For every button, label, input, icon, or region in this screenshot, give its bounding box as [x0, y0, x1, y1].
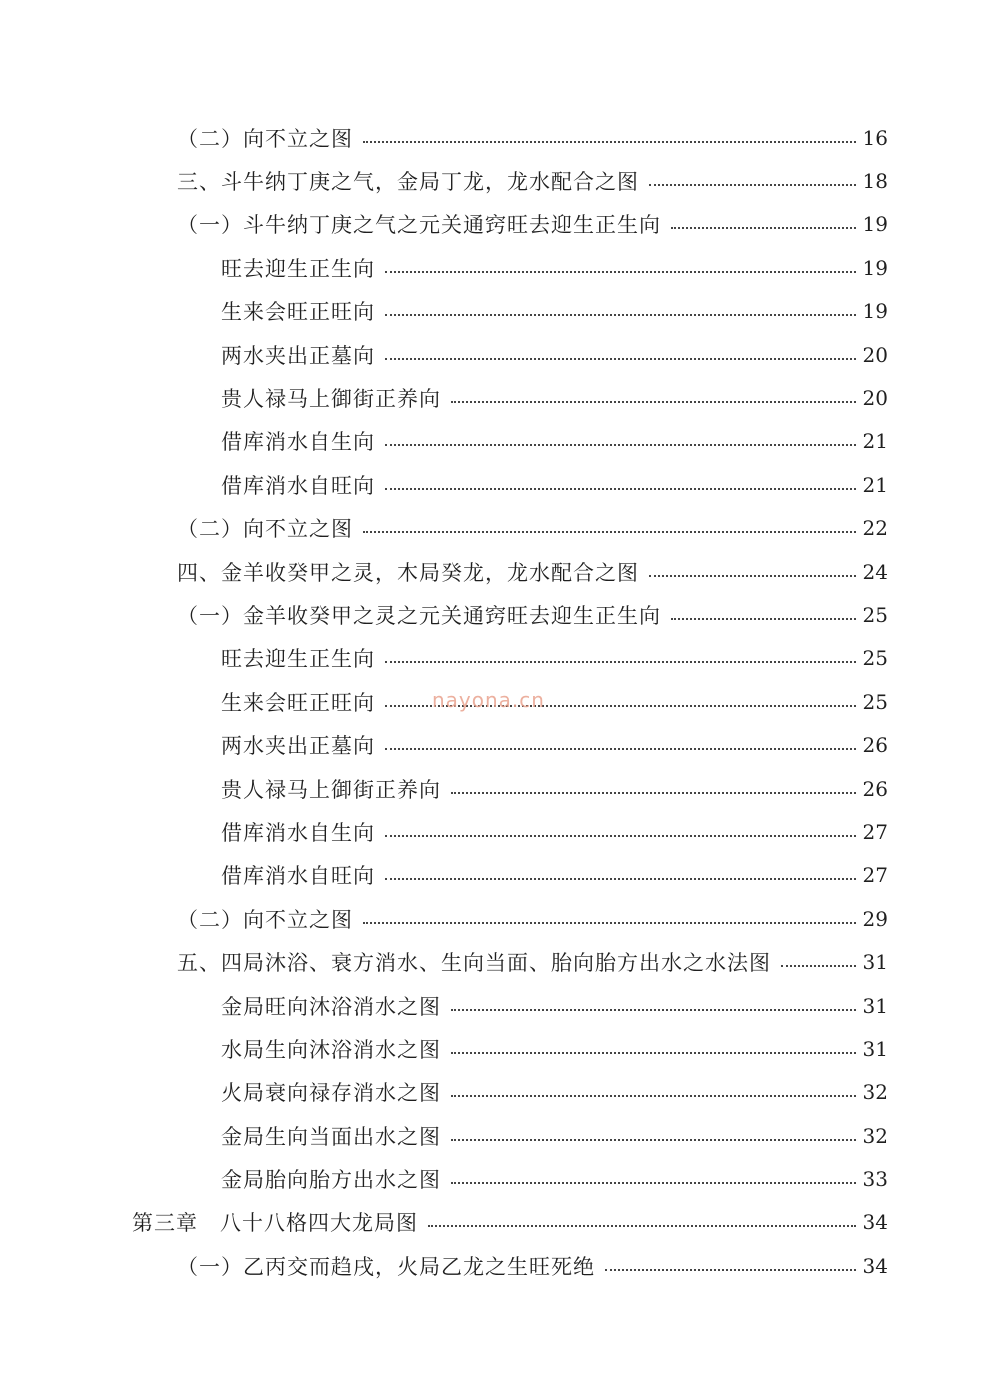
toc-entry-title: （一）乙丙交而趋戌，火局乙龙之生旺死绝	[177, 1254, 595, 1279]
toc-entry[interactable]	[0, 116, 1000, 159]
dot-leader	[363, 531, 856, 533]
toc-entry-page: 19	[862, 299, 888, 324]
toc-entry-title: 生来会旺正旺向	[221, 690, 375, 715]
dot-leader	[428, 1225, 856, 1227]
toc-entry-title: 金局旺向沐浴消水之图	[221, 994, 441, 1019]
toc-entry-page: 34	[862, 1210, 888, 1235]
toc-entry-page: 31	[862, 1036, 888, 1061]
toc-entry-title: 四、金羊收癸甲之灵，木局癸龙，龙水配合之图	[177, 560, 639, 585]
dot-leader	[649, 575, 856, 577]
dot-leader	[385, 661, 856, 663]
dot-leader	[385, 358, 856, 360]
toc-entry-page: 34	[862, 1253, 888, 1278]
toc-entry-title: 水局生向沐浴消水之图	[221, 1037, 441, 1062]
toc-entry-title: （一）斗牛纳丁庚之气之元关通窍旺去迎生正生向	[177, 213, 661, 238]
dot-leader	[363, 141, 856, 143]
dot-leader	[451, 1095, 856, 1097]
toc-entry-title: 借库消水自生向	[221, 430, 375, 455]
dot-leader	[385, 271, 856, 273]
toc-entry-page: 27	[862, 863, 888, 888]
toc-entry-page: 31	[862, 950, 888, 975]
toc-entry[interactable]	[0, 1244, 1000, 1287]
toc-entry[interactable]	[0, 810, 1000, 853]
toc-entry[interactable]	[0, 159, 1000, 202]
toc-entry-title: 两水夹出正墓向	[221, 343, 375, 368]
toc-entry-page: 26	[862, 733, 888, 758]
toc-entry-title: 金局生向当面出水之图	[221, 1124, 441, 1149]
dot-leader	[451, 1009, 856, 1011]
toc-entry-page: 32	[862, 1123, 888, 1148]
dot-leader	[671, 227, 856, 229]
toc-entry[interactable]	[0, 854, 1000, 897]
toc-entry-title: 火局衰向禄存消水之图	[221, 1081, 441, 1106]
toc-entry-title: 旺去迎生正生向	[221, 647, 375, 672]
toc-entry-page: 19	[862, 212, 888, 237]
toc-entry-page: 32	[862, 1080, 888, 1105]
toc-entry[interactable]	[0, 376, 1000, 419]
toc-entry[interactable]	[0, 420, 1000, 463]
toc-entry-page: 18	[862, 169, 888, 194]
dot-leader	[385, 835, 856, 837]
toc-entry-title: （二）向不立之图	[177, 126, 353, 151]
toc-entry-title: （一）金羊收癸甲之灵之元关通窍旺去迎生正生向	[177, 603, 661, 628]
dot-leader	[385, 314, 856, 316]
toc-entry-title: （二）向不立之图	[177, 517, 353, 542]
toc-entry[interactable]	[0, 203, 1000, 246]
toc-entry-page: 33	[862, 1167, 888, 1192]
toc-entry-page: 20	[862, 386, 888, 411]
dot-leader	[385, 444, 856, 446]
toc-entry-title: 贵人禄马上御街正养向	[221, 387, 441, 412]
toc-entry[interactable]	[0, 1157, 1000, 1200]
dot-leader	[385, 748, 856, 750]
toc-entry[interactable]	[0, 940, 1000, 983]
toc-entry-title: 借库消水自旺向	[221, 473, 375, 498]
dot-leader	[671, 618, 856, 620]
toc-entry-page: 21	[862, 472, 888, 497]
toc-entry-page: 16	[862, 125, 888, 150]
toc-entry-page: 24	[862, 559, 888, 584]
toc-entry[interactable]	[0, 984, 1000, 1027]
dot-leader	[649, 184, 856, 186]
toc-entry[interactable]	[0, 897, 1000, 940]
toc-entry-page: 25	[862, 689, 888, 714]
dot-leader	[451, 1182, 856, 1184]
dot-leader	[451, 1139, 856, 1141]
toc-entry-page: 22	[862, 516, 888, 541]
toc-entry[interactable]	[0, 1201, 1000, 1244]
toc-entry[interactable]	[0, 637, 1000, 680]
toc-entry[interactable]	[0, 1071, 1000, 1114]
toc-entry[interactable]	[0, 1027, 1000, 1070]
toc-entry-title: （二）向不立之图	[177, 907, 353, 932]
dot-leader	[605, 1269, 856, 1271]
toc-entry[interactable]	[0, 290, 1000, 333]
toc-entry[interactable]	[0, 767, 1000, 810]
toc-entry-title: 生来会旺正旺向	[221, 300, 375, 325]
toc-entry-page: 25	[862, 602, 888, 627]
dot-leader	[385, 488, 856, 490]
toc-entry-page: 31	[862, 993, 888, 1018]
toc-entry-page: 20	[862, 342, 888, 367]
dot-leader	[385, 878, 856, 880]
toc-entry-page: 27	[862, 819, 888, 844]
toc-entry[interactable]	[0, 246, 1000, 289]
toc-entry[interactable]	[0, 333, 1000, 376]
toc-entry-title: 借库消水自生向	[221, 820, 375, 845]
toc-entry-title: 第三章 八十八格四大龙局图	[132, 1211, 418, 1236]
toc-entry-title: 三、斗牛纳丁庚之气，金局丁龙，龙水配合之图	[177, 170, 639, 195]
toc-entry-title: 金局胎向胎方出水之图	[221, 1168, 441, 1193]
toc-entry[interactable]	[0, 507, 1000, 550]
toc-entry[interactable]	[0, 1114, 1000, 1157]
dot-leader	[781, 965, 856, 967]
toc-entry[interactable]	[0, 550, 1000, 593]
toc-entry-title: 两水夹出正墓向	[221, 734, 375, 759]
toc-entry-title: 五、四局沐浴、衰方消水、生向当面、胎向胎方出水之水法图	[177, 951, 771, 976]
toc-entry-page: 25	[862, 646, 888, 671]
dot-leader	[451, 401, 856, 403]
toc-entry-page: 29	[862, 906, 888, 931]
toc-entry-title: 贵人禄马上御街正养向	[221, 777, 441, 802]
dot-leader	[363, 922, 856, 924]
toc-entry-page: 26	[862, 776, 888, 801]
toc-entry-page: 21	[862, 429, 888, 454]
dot-leader	[451, 1052, 856, 1054]
watermark: nayona.cn	[432, 688, 545, 712]
toc-entry[interactable]	[0, 723, 1000, 766]
dot-leader	[451, 792, 856, 794]
toc-entry-title: 借库消水自旺向	[221, 864, 375, 889]
toc-entry[interactable]	[0, 463, 1000, 506]
toc-entry-title: 旺去迎生正生向	[221, 256, 375, 281]
toc-entry[interactable]	[0, 593, 1000, 636]
toc-entry-page: 19	[862, 255, 888, 280]
